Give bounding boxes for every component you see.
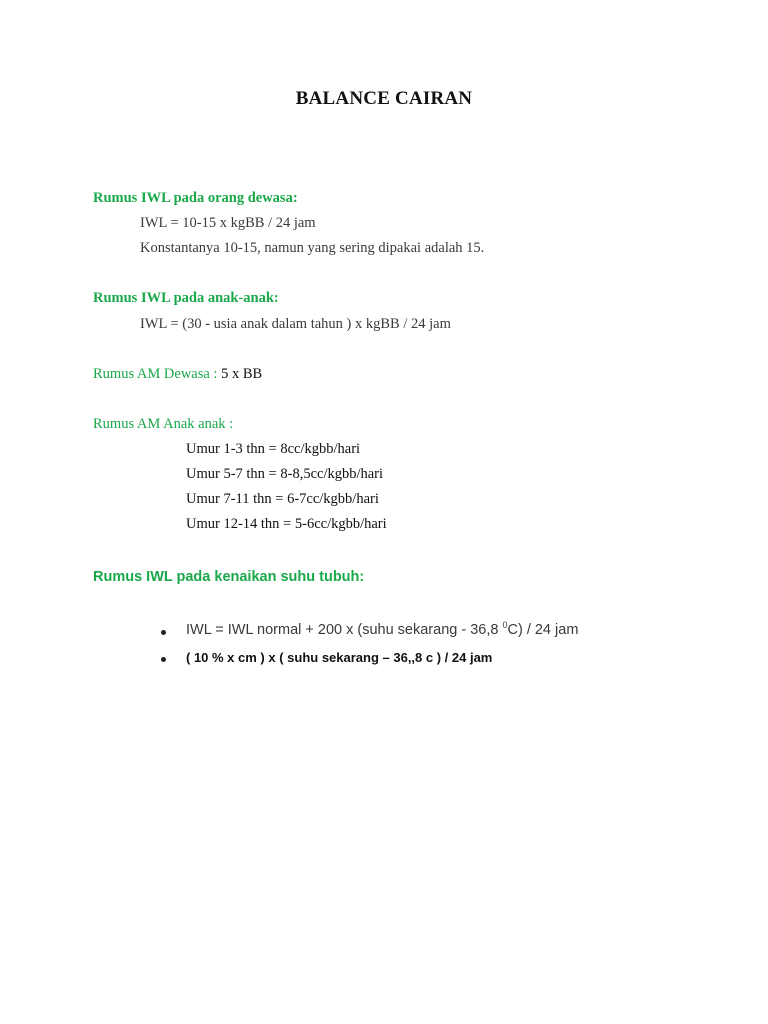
heading-iwl-anak: Rumus IWL pada anak-anak: [93, 290, 279, 306]
bullet-icon [161, 657, 166, 662]
heading-am-anak: Rumus AM Anak anak : [93, 416, 234, 432]
bullet-icon [161, 630, 166, 635]
formula-iwl-suhu-alt: ( 10 % x cm ) x ( suhu sekarang – 36,,8 c ) / 24 jam [186, 650, 493, 665]
formula-iwl-suhu-part2: C) / 24 jam [507, 622, 579, 638]
list-item: Umur 7-11 thn = 6-7cc/kgbb/hari [186, 491, 379, 507]
formula-iwl-anak: IWL = (30 - usia anak dalam tahun ) x kgBB / 24 jam [140, 316, 451, 332]
list-item: Umur 1-3 thn = 8cc/kgbb/hari [186, 441, 361, 457]
degree-superscript: 0 [502, 620, 508, 631]
heading-iwl-dewasa: Rumus IWL pada orang dewasa: [93, 190, 298, 206]
formula-iwl-dewasa: IWL = 10-15 x kgBB / 24 jam [140, 215, 316, 231]
note-konstanta: Konstantanya 10-15, namun yang sering dipakai adalah 15. [140, 240, 485, 256]
list-item: Umur 12-14 thn = 5-6cc/kgbb/hari [186, 516, 387, 532]
am-dewasa-line [93, 366, 262, 383]
heading-am-dewasa: Rumus AM Dewasa : [93, 366, 218, 382]
heading-iwl-suhu: Rumus IWL pada kenaikan suhu tubuh: [93, 569, 365, 585]
formula-iwl-suhu [186, 622, 578, 638]
document-title: BALANCE CAIRAN [295, 88, 473, 109]
formula-am-dewasa: 5 x BB [221, 366, 263, 382]
list-item: Umur 5-7 thn = 8-8,5cc/kgbb/hari [186, 466, 384, 482]
formula-iwl-suhu-part1: IWL = IWL normal + 200 x (suhu sekarang - 36,8 [186, 622, 503, 638]
